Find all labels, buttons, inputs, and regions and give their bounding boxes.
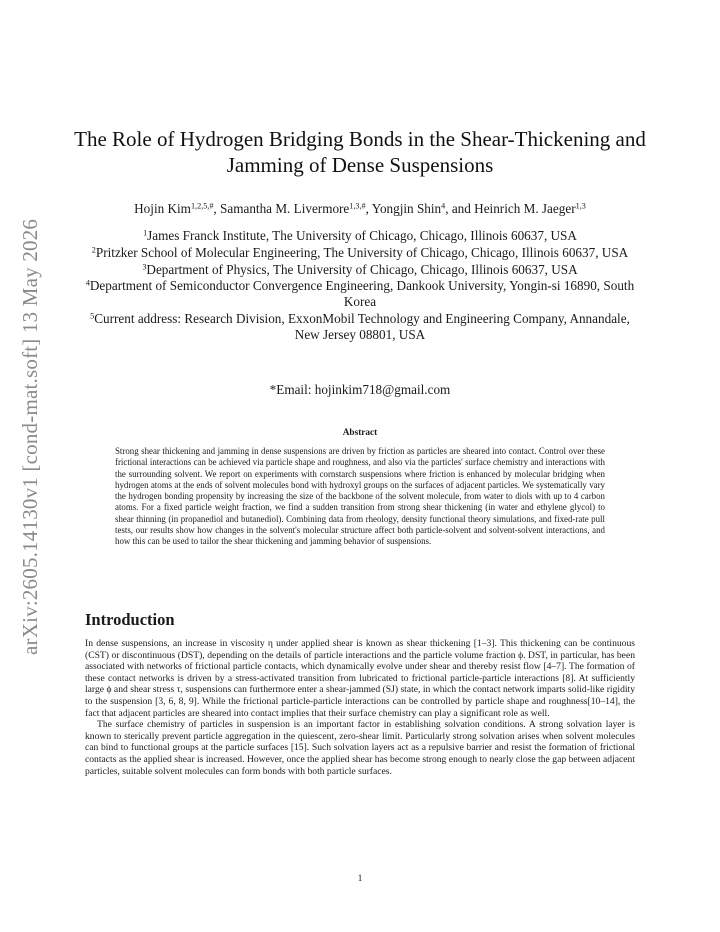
section-heading-introduction: Introduction xyxy=(85,610,175,629)
author: Samantha M. Livermore$^{1,3,\#}$, xyxy=(220,201,372,216)
affiliation: $^5$Current address: Research Division, ExxonMobil Technology and Engineering Company, Annandale, New Jersey 08801, USA xyxy=(90,310,630,342)
affiliation-list xyxy=(78,228,642,344)
author-list xyxy=(60,200,660,218)
paragraph: In dense suspensions, an increase in viscosity η under applied shear is known as shear thickening [1–3]. This thickening can be continuous (CST) or discontinuous (DST), depending on the details of particle interactions and the particle volume fraction ϕ. DST, in particular, has been associated with networks of frictional particle contacts, which dynamically evolve under shear and thereby resist flow [4–7]. The formation of these contact networks is driven by a stress-activated transition from lubricated to frictional particle-particle interactions [8]. At sufficiently large ϕ and shear stress τ, suspensions can furthermore enter a shear-jammed (SJ) state, in which the contact network imparts solid-like rigidity to the suspension [3, 6, 8, 9]. While the frictional particle-particle interactions can be controlled by particle shape and roughness[10–14], the fact that adjacent particles are sheared into contact implies that their surface chemistry can play a significant role as well. xyxy=(85,638,635,719)
abstract-heading: Abstract xyxy=(342,428,378,438)
affiliation: $^1$James Franck Institute, The University of Chicago, Chicago, Illinois 60637, USA xyxy=(143,228,577,243)
paragraph: The surface chemistry of particles in suspension is an important factor in establishing solvation conditions. A strong solvation layer is known to sterically prevent particle aggregation in the quiescent, zero-shear limit. Particularly strong solvation arises when solvent molecules can bind to functional groups at the particle surfaces [15]. Such solvation layers act as a repulsive barrier and resist the formation of frictional contacts as the applied shear is increased. However, once the applied shear has become strong enough to nearly close the gap between adjacent particles, suitable solvent molecules can form bonds with both particle surfaces. xyxy=(85,719,635,777)
corresponding-email: *Email: hojinkim718@gmail.com xyxy=(269,382,451,397)
affiliation: $^3$Department of Physics, The University of Chicago, Chicago, Illinois 60637, USA xyxy=(142,261,578,277)
page-number: 1 xyxy=(357,873,363,884)
affiliation: $^2$Pritzker School of Molecular Engineering, The University of Chicago, Chicago, Illinois 60637, USA xyxy=(91,244,629,260)
paper-title: The Role of Hydrogen Bridging Bonds in the Shear-Thickening and Jamming of Dense Suspensions xyxy=(74,127,646,177)
arxiv-stamp: arXiv:2605.14130v1 [cond-mat.soft] 13 May 2026 xyxy=(18,218,42,655)
author: Yongjin Shin$^4$, and xyxy=(371,201,475,216)
author: Heinrich M. Jaeger$^{1,3}$ xyxy=(474,201,586,216)
abstract-text: Strong shear thickening and jamming in dense suspensions are driven by friction as particles are sheared into contact. Control over these frictional interactions can be achieved via particle shape and roughness, and also via the particles' surface chemistry and interactions with the surrounding solvent. We report on experiments with cornstarch suspensions where friction is enhanced by molecular bridging when hydrogen atoms at the ends of solvent molecules bond with hydroxyl groups on the surfaces of adjacent particles. We systematically vary the hydrogen bonding propensity by increasing the size of the backbone of the solvent molecule, from water to diols with up to 4 carbon atoms. For a fixed particle weight fraction, we find a sudden transition from strong shear thickening (in water and ethylene glycol) to shear thinning (in propanediol and butanediol). Combining data from rheology, density functional theory simulations, and fixed-rate pull tests, our results show how changes in the solvent's molecular structure affect both particle-solvent and solvent-solvent interactions, and how this can be used to tailor the shear thickening and jamming behavior of suspensions. xyxy=(115,446,605,547)
author: Hojin Kim$^{1,2,5,\#}$, xyxy=(134,201,221,216)
affiliation: $^4$Department of Semiconductor Convergence Engineering, Dankook University, Yongin-si 16890, South Korea xyxy=(85,278,635,310)
introduction-body xyxy=(85,638,635,777)
